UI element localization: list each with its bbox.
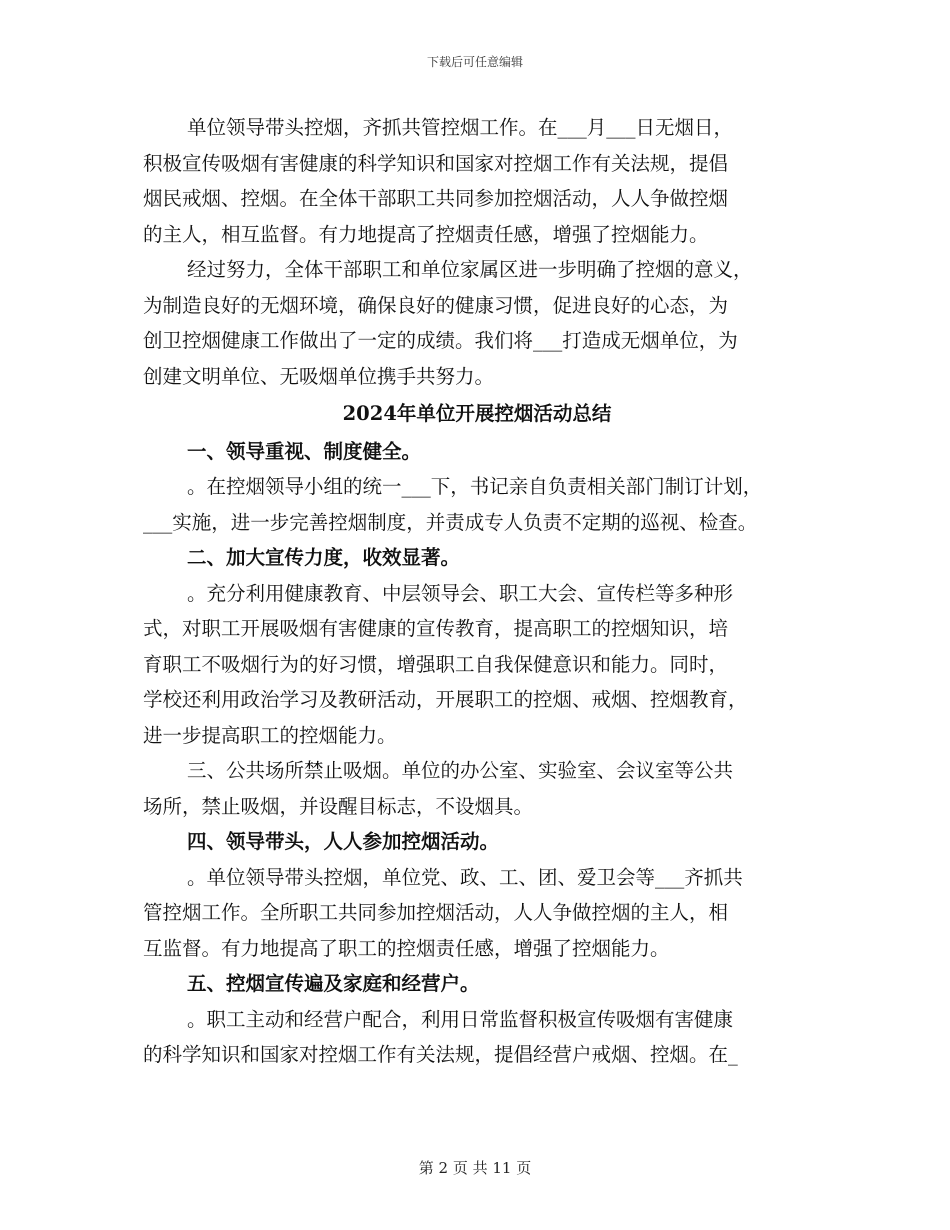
text-line: 创卫控烟健康工作做出了一定的成绩。我们将___打造成无烟单位，为 [143,329,738,352]
text-line: 学校还利用政治学习及教研活动，开展职工的控烟、戒烟、控烟教育， [143,688,748,711]
text-line: 进一步提高职工的控烟能力。 [143,723,397,747]
text-line: 。在控烟领导小组的统一___下，书记亲自负责相关部门制订计划， [187,475,763,498]
section-heading: 一、领导重视、制度健全。 [187,439,422,463]
text-line: 。充分利用健康教育、中层领导会、职工大会、宣传栏等多种形 [187,581,734,605]
text-line: 。单位领导带头控烟，单位党、政、工、团、爱卫会等___齐抓共 [187,865,743,889]
text-line: 的主人，相互监督。有力地提高了控烟责任感，增强了控烟能力。 [143,222,709,246]
section-heading: 二、加大宣传力度，收效显著。 [187,546,461,569]
text-line: 积极宣传吸烟有害健康的科学知识和国家对控烟工作有关法规，提倡 [143,151,729,175]
text-line: 。职工主动和经营户配合，利用日常监督积极宣传吸烟有害健康 [187,1007,734,1031]
page-header: 下载后可任意编辑 [426,55,523,69]
section-heading: 四、领导带头，人人参加控烟活动。 [187,830,500,853]
page-footer: 第 2 页 共 11 页 [418,1159,532,1177]
text-line: 单位领导带头控烟，齐抓共管控烟工作。在___月___日无烟日， [187,116,734,139]
text-line: 式，对职工开展吸烟有害健康的宣传教育，提高职工的控烟知识，培 [143,617,729,640]
document-title: 2024年单位开展控烟活动总结 [342,402,612,425]
text-line: ___实施，进一步完善控烟制度，并责成专人负责不定期的巡视、检查。 [143,510,758,534]
text-line: 为制造良好的无烟环境，确保良好的健康习惯，促进良好的心态，为 [143,293,729,317]
text-line: 创建文明单位、无吸烟单位携手共努力。 [143,364,495,388]
text-line: 的科学知识和国家对控烟工作有关法规，提倡经营户戒烟、控烟。在_ [143,1043,738,1066]
text-line: 场所，禁止吸烟，并设醒目标志，不设烟具。 [143,794,534,818]
text-line: 互监督。有力地提高了职工的控烟责任感，增强了控烟能力。 [143,936,670,960]
document-body [143,110,811,1073]
text-line: 经过努力，全体干部职工和单位家属区进一步明确了控烟的意义， [187,258,753,281]
text-line: 育职工不吸烟行为的好习惯，增强职工自我保健意识和能力。同时， [143,652,729,676]
text-line: 管控烟工作。全所职工共同参加控烟活动，人人争做控烟的主人，相 [143,901,729,924]
text-line: 三、公共场所禁止吸烟。单位的办公室、实验室、会议室等公共 [187,759,734,782]
text-line: 烟民戒烟、控烟。在全体干部职工共同参加控烟活动，人人争做控烟 [143,187,729,210]
section-heading: 五、控烟宣传遍及家庭和经营户。 [187,972,480,995]
